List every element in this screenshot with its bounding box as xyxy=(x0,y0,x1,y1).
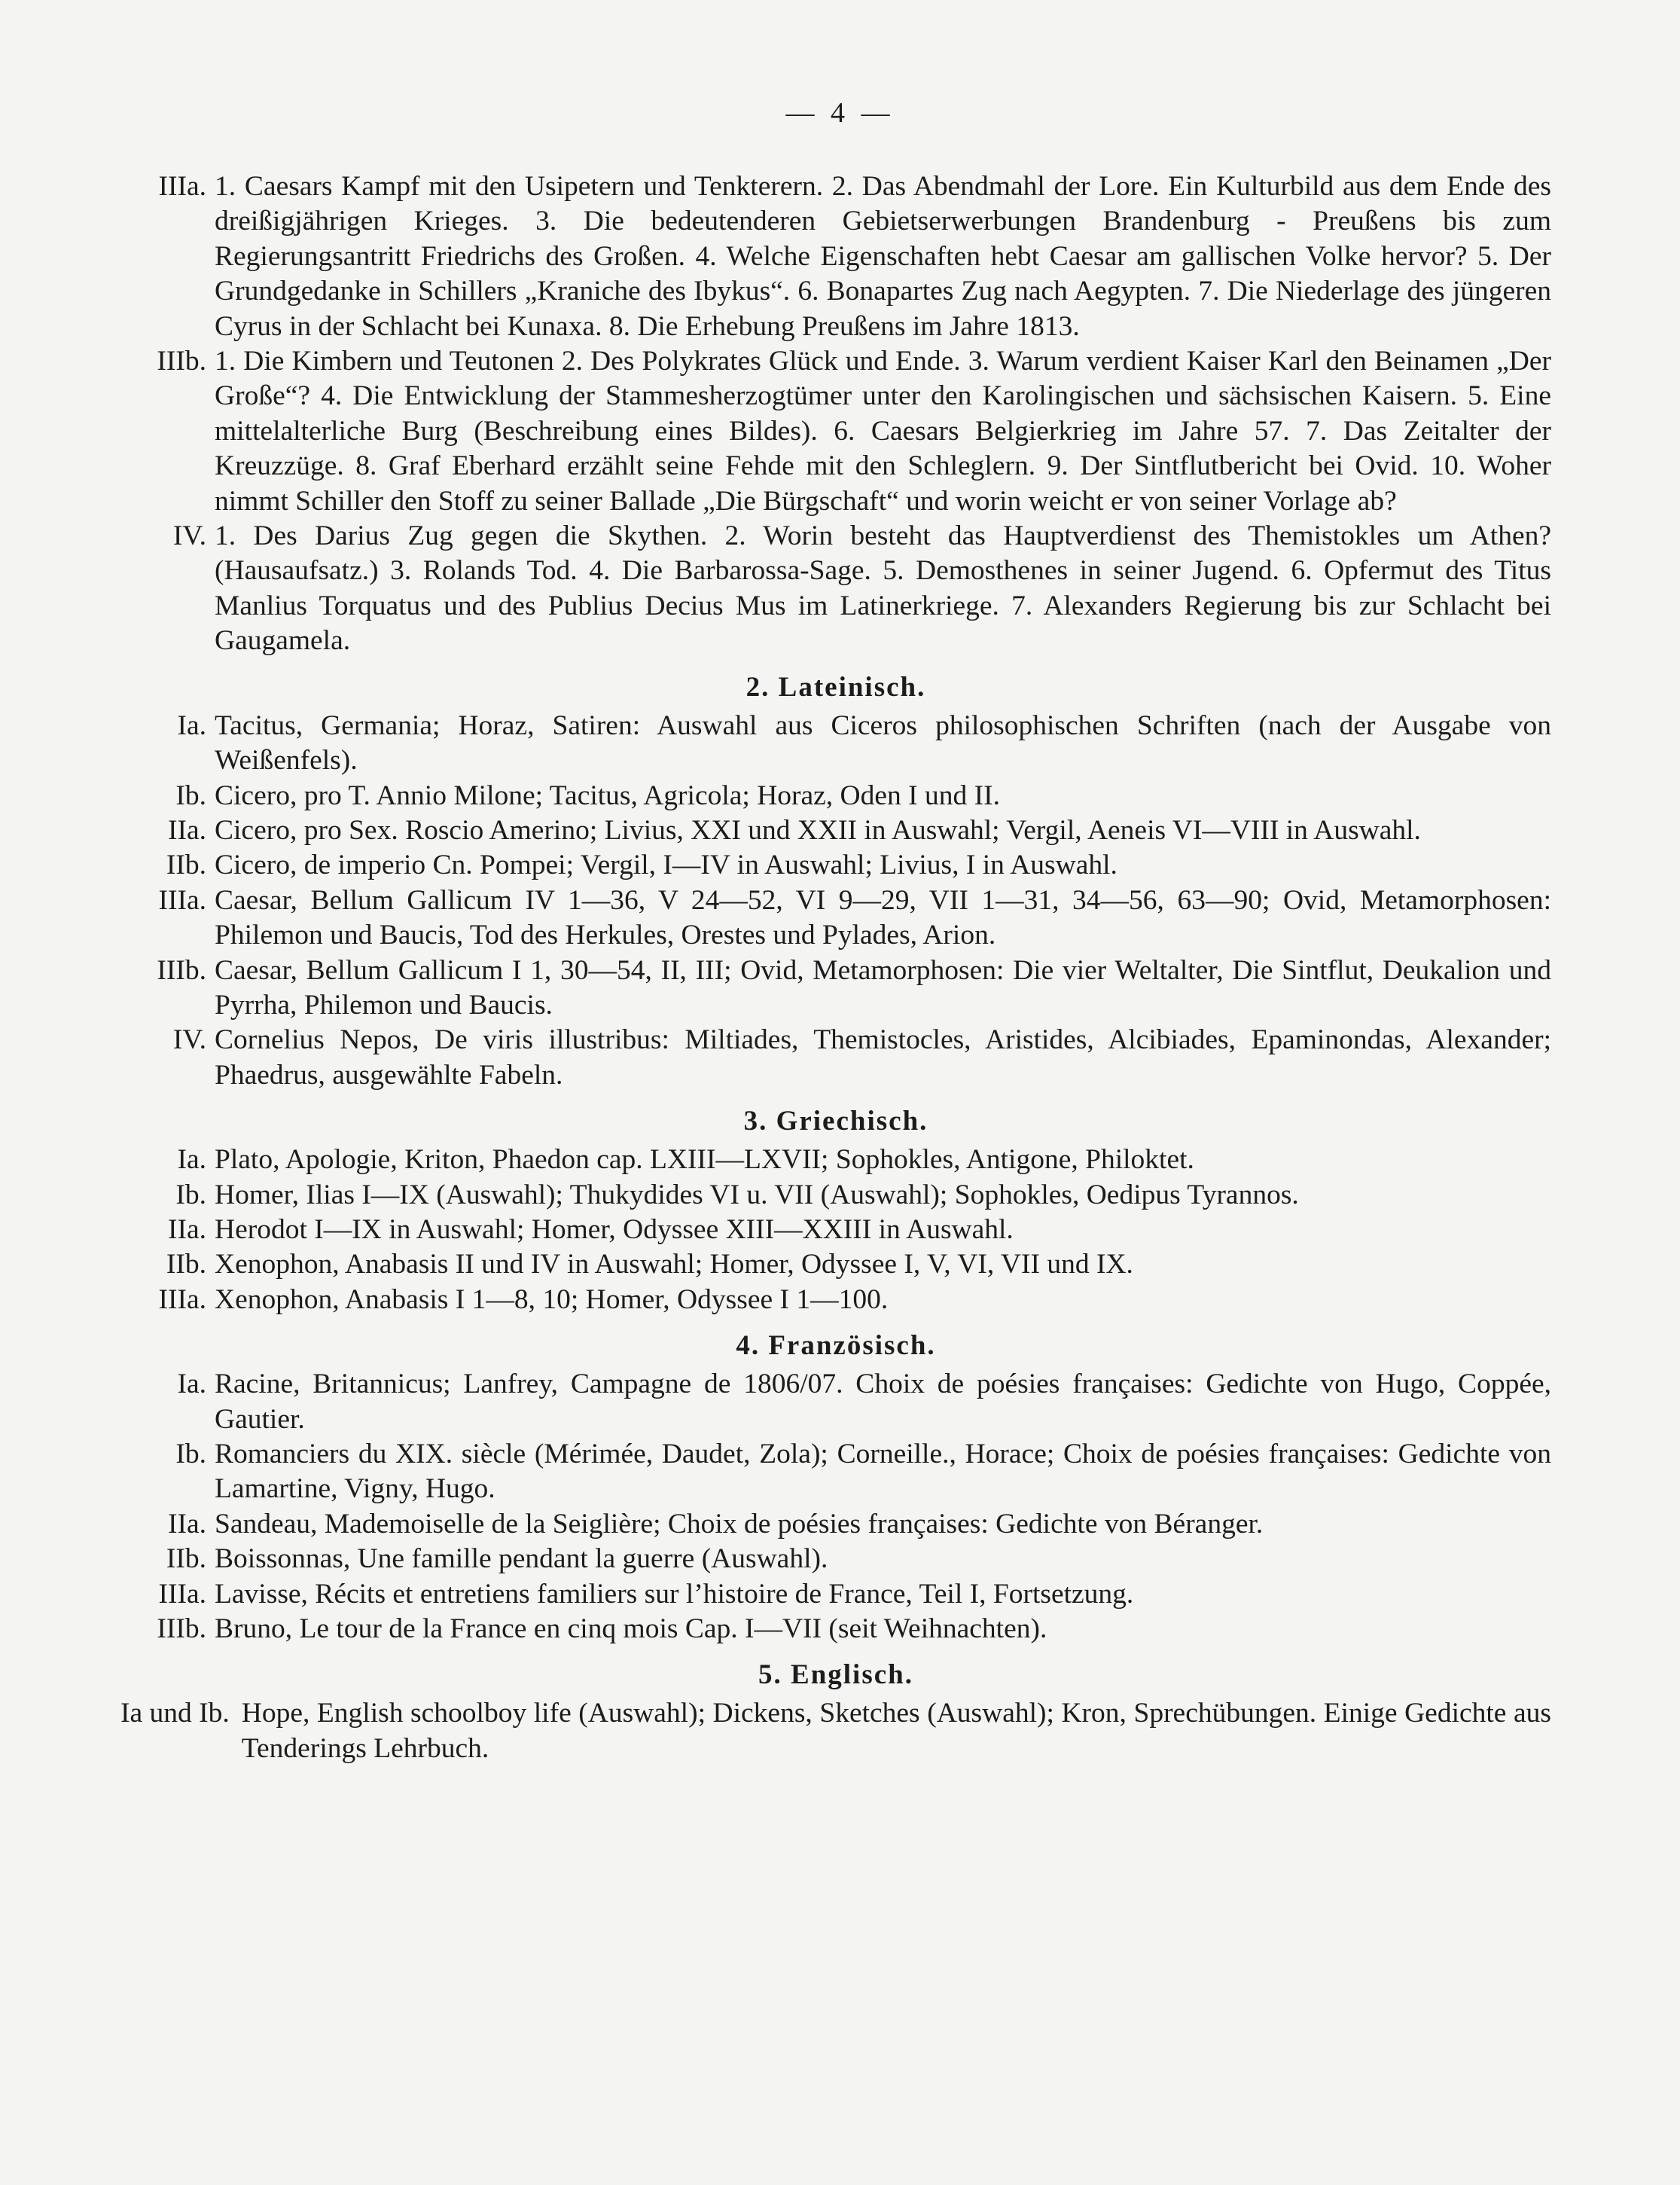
entry-text: Boissonnas, Une famille pendant la guerre (Auswahl). xyxy=(215,1543,828,1575)
french-entry xyxy=(120,1542,1551,1576)
entry-text: Racine, Britannicus; Lanfrey, Campagne de 1806/07. Choix de poésies françaises: Gedichte von Hugo, Coppée, Gautier. xyxy=(215,1369,1551,1435)
french-entry xyxy=(120,1367,1551,1437)
entry-text: Xenophon, Anabasis I 1—8, 10; Homer, Odyssee I 1—100. xyxy=(215,1283,889,1315)
greek-entry xyxy=(120,1213,1551,1247)
french-entry xyxy=(120,1507,1551,1542)
entry-label: IIIa. xyxy=(158,884,206,916)
greek-entry xyxy=(120,1247,1551,1282)
document-body xyxy=(120,169,1551,1766)
entry-text: Caesar, Bellum Gallicum I 1, 30—54, II, III; Ovid, Metamorphosen: Die vier Weltalter, Die Sintflut, Deukalion und Pyrrha, Philemon und Baucis. xyxy=(215,954,1551,1021)
entry-label: Ib. xyxy=(175,1439,206,1469)
latin-entry xyxy=(120,709,1551,779)
french-entry xyxy=(120,1437,1551,1507)
page-number: — 4 — xyxy=(785,97,895,129)
entry-label: IIb. xyxy=(166,850,206,881)
german-entry-iv xyxy=(120,519,1551,659)
entry-label: IIa. xyxy=(168,1213,206,1245)
section-heading-greek: 3. Griechisch. xyxy=(743,1106,928,1137)
latin-entry xyxy=(120,848,1551,883)
entry-label: IIIb. xyxy=(157,346,206,377)
entry-label: IIa. xyxy=(168,1508,206,1540)
greek-entry xyxy=(120,1178,1551,1213)
entry-text: Caesar, Bellum Gallicum IV 1—36, V 24—52, VI 9—29, VII 1—31, 34—56, 63—90; Ovid, Metamorphosen: Philemon und Baucis, Tod des Herkules, Orestes und Pylades, Arion. xyxy=(215,884,1551,951)
entry-text: Bruno, Le tour de la France en cinq mois Cap. I—VII (seit Weihnachten). xyxy=(215,1613,1047,1645)
entry-label: IIb. xyxy=(166,1249,206,1280)
english-entry xyxy=(120,1696,1551,1766)
entry-text: 1. Des Darius Zug gegen die Skythen. 2. Worin besteht das Hauptverdienst des Themistokles um Athen? (Hausaufsatz.) 3. Rolands Tod. 4. Die Barbarossa-Sage. 5. Demosthenes in seiner Jugend. 6. Opfermut des Titus Manlius Torquatus und des Publius Decius Mus im Latinerkriege. 7. Alexanders Regierung bis zur Schlacht bei Gaugamela. xyxy=(215,520,1551,657)
entry-label: IIIa. xyxy=(158,1283,206,1315)
entry-text: 1. Caesars Kampf mit den Usipetern und Tenkterern. 2. Das Abendmahl der Lore. Ein Kulturbild aus dem Ende des dreißigjährigen Krieges. 3. Die bedeutenderen Gebietserwerbungen Brandenburg - Preußens bis zum Regierungsantritt Friedrichs des Großen. 4. Welche Eigenschaften hebt Caesar am gallischen Volke hervor? 5. Der Grundgedanke in Schillers „Kraniche des Ibykus“. 6. Bonapartes Zug nach Aegypten. 7. Die Niederlage des jüngeren Cyrus in der Schlacht bei Kunaxa. 8. Die Erhebung Preußens im Jahre 1813. xyxy=(215,171,1551,342)
latin-entry xyxy=(120,1023,1551,1093)
entry-label: Ia. xyxy=(177,1369,206,1400)
entry-label: IIb. xyxy=(166,1543,206,1575)
entry-text: Tacitus, Germania; Horaz, Satiren: Auswahl aus Ciceros philosophischen Schriften (nach der Ausgabe von Weißenfels). xyxy=(215,710,1551,777)
entry-text: Plato, Apologie, Kriton, Phaedon cap. LXIII—LXVII; Sophokles, Antigone, Philoktet. xyxy=(215,1144,1194,1176)
entry-label: IIIa. xyxy=(158,171,206,202)
latin-entry xyxy=(120,779,1551,813)
entry-text: Hope, English schoolboy life (Auswahl); Dickens, Sketches (Auswahl); Kron, Sprechübungen. Einige Gedichte aus Tenderings Lehrbuch. xyxy=(241,1698,1551,1764)
entry-text: Sandeau, Mademoiselle de la Seiglière; Choix de poésies françaises: Gedichte von Béranger. xyxy=(215,1508,1264,1540)
latin-entry xyxy=(120,813,1551,848)
latin-entry xyxy=(120,883,1551,954)
entry-text: Cicero, pro Sex. Roscio Amerino; Livius, XXI und XXII in Auswahl; Vergil, Aeneis VI—VIII in Auswahl. xyxy=(215,814,1421,846)
entry-text: Romanciers du XIX. siècle (Mérimée, Daudet, Zola); Corneille., Horace; Choix de poésies françaises: Gedichte von Lamartine, Vigny, Hugo. xyxy=(215,1439,1551,1505)
entry-label: Ia. xyxy=(177,1144,206,1176)
entry-label: IIIa. xyxy=(158,1578,206,1610)
latin-entry xyxy=(120,954,1551,1024)
greek-entry xyxy=(120,1143,1551,1177)
section-heading-french: 4. Französisch. xyxy=(736,1330,936,1362)
entry-label: Ia und Ib. xyxy=(120,1698,230,1729)
entry-label: Ib. xyxy=(175,1179,206,1210)
entry-text: Homer, Ilias I—IX (Auswahl); Thukydides VI u. VII (Auswahl); Sophokles, Oedipus Tyrannos. xyxy=(215,1179,1299,1210)
entry-text: Cornelius Nepos, De viris illustribus: Miltiades, Themistocles, Aristides, Alcibiades, Epaminondas, Alexander; Phaedrus, ausgewählte Fabeln. xyxy=(215,1024,1551,1091)
entry-label: IIIb. xyxy=(157,954,206,986)
entry-text: Cicero, pro T. Annio Milone; Tacitus, Agricola; Horaz, Oden I und II. xyxy=(215,780,1000,811)
entry-text: Herodot I—IX in Auswahl; Homer, Odyssee XIII—XXIII in Auswahl. xyxy=(215,1213,1014,1245)
entry-label: IIa. xyxy=(168,814,206,846)
entry-label: IIIb. xyxy=(157,1613,206,1645)
entry-text: 1. Die Kimbern und Teutonen 2. Des Polykrates Glück und Ende. 3. Warum verdient Kaiser Karl den Beinamen „Der Große“? 4. Die Entwicklung der Stammesherzogtümer unter den Karolingischen und sächsischen Kaisern. 5. Eine mittelalterliche Burg (Beschreibung eines Bildes). 6. Caesars Belgierkrieg im Jahre 57. 7. Das Zeitalter der Kreuzzüge. 8. Graf Eberhard erzählt seine Fehde mit den Schleglern. 9. Der Sintflutbericht bei Ovid. 10. Woher nimmt Schiller den Stoff zu seiner Ballade „Die Bürgschaft“ und worin weicht er von seiner Vorlage ab? xyxy=(215,346,1551,517)
entry-text: Cicero, de imperio Cn. Pompei; Vergil, I—IV in Auswahl; Livius, I in Auswahl. xyxy=(215,850,1117,881)
entry-text: Xenophon, Anabasis II und IV in Auswahl; Homer, Odyssee I, V, VI, VII und IX. xyxy=(215,1249,1133,1280)
entry-label: IV. xyxy=(172,520,206,552)
section-heading-latin: 2. Lateinisch. xyxy=(745,671,926,703)
greek-entry xyxy=(120,1283,1551,1317)
entry-text: Lavisse, Récits et entretiens familiers sur l’histoire de France, Teil I, Fortsetzung. xyxy=(215,1578,1134,1610)
french-entry xyxy=(120,1612,1551,1646)
entry-label: Ib. xyxy=(175,780,206,811)
entry-label: IV. xyxy=(172,1024,206,1056)
german-entry-iiia xyxy=(120,169,1551,344)
french-entry xyxy=(120,1577,1551,1612)
entry-label: Ia. xyxy=(177,710,206,741)
section-heading-english: 5. Englisch. xyxy=(758,1659,913,1691)
german-entry-iiib xyxy=(120,344,1551,519)
